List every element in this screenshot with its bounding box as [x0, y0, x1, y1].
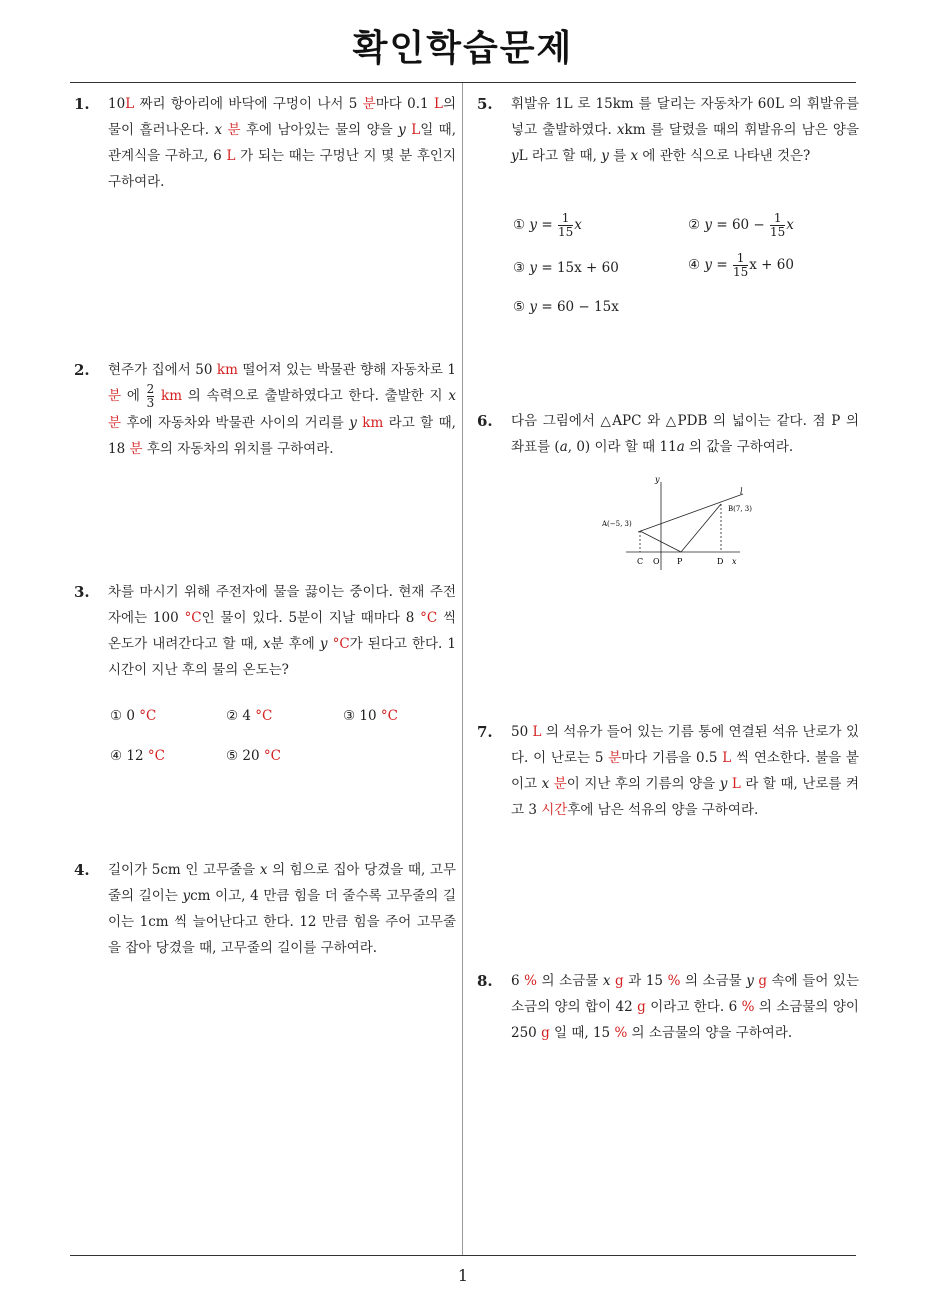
variable: x: [448, 388, 456, 404]
label-a: A(−5, 3): [602, 520, 632, 528]
unit: °C: [184, 610, 202, 626]
problem-text: 길이가 5cm 인 고무줄을 x 의 힘으로 집아 당겼을 때, 고무줄의 길이는 ycm 이고, 4 만큼 힘을 더 줄수록 고무줄의 길이는 1cm 씩 늘어난다고 한다. 12 만큼 힘을 주어 고무줄을 잡아 당겼을 때, 고무줄의 길이를 구하여라.: [108, 862, 457, 956]
unit: 분: [108, 415, 122, 431]
bottom-rule: [70, 1255, 856, 1256]
variable: y: [601, 148, 609, 164]
unit: L: [405, 122, 421, 138]
unit: km: [155, 388, 183, 404]
unit: °C: [420, 610, 438, 626]
unit: g: [637, 999, 646, 1015]
unit: L: [722, 750, 732, 766]
label-l: l: [740, 487, 743, 496]
problem-number: 5.: [477, 95, 493, 113]
problem-text: 현주가 집에서 50 km 떨어져 있는 박물관 향해 자동차로 1 분 에 $\frac{2}{3}$ km 의 속력으로 출발하였다고 한다. 출발한 지 x 분 후에 자동차와 박물관 사이의 거리를 y km 라고 할 때, 18 분 후의 자동차의 위치를 구하여라.: [108, 362, 456, 457]
variable: a: [676, 439, 685, 455]
unit: %: [614, 1025, 628, 1041]
variable: x: [602, 973, 611, 989]
variable: x: [630, 148, 639, 164]
variable: y: [349, 415, 357, 431]
unit: 분: [108, 388, 122, 404]
unit: 분: [549, 776, 567, 792]
label-y: y: [655, 475, 660, 484]
variable: y: [182, 888, 191, 904]
problem-number: 6.: [477, 412, 493, 430]
problem-3-choices: [110, 708, 460, 768]
variable: x: [541, 776, 550, 792]
problem-5-choices: [513, 212, 853, 322]
unit: %: [741, 999, 755, 1015]
unit: 시간: [541, 802, 568, 818]
problem-number: 2.: [74, 361, 90, 379]
choice-4[interactable]: ④ 12 °C: [110, 748, 165, 764]
unit: %: [524, 973, 537, 989]
label-d: D: [717, 557, 724, 566]
coordinate-diagram: [598, 472, 752, 572]
variable: y: [719, 776, 728, 792]
choice-2[interactable]: ② y = 60 − $\frac{1}{15}$ x: [688, 211, 794, 239]
unit: km: [216, 362, 238, 378]
unit: L: [226, 148, 236, 164]
problem-text: 50 L 의 석유가 들어 있는 기름 통에 연결된 석유 난로가 있다. 이 난로는 5 분마다 기름을 0.5 L 씩 연소한다. 불을 붙이고 x 분이 지난 후의 기름의 양을 y L 라 할 때, 난로를 켜고 3 시간후에 남은 석유의 양을 구하여라.: [511, 724, 859, 818]
choice-5[interactable]: ⑤ 20 °C: [226, 748, 281, 764]
unit: 분: [129, 441, 143, 457]
variable: y: [746, 973, 754, 989]
problem-text: 휘발유 1L 로 15km 를 달리는 자동차가 60L 의 휘발유를 넣고 출발하였다. xkm 를 달렸을 때의 휘발유의 남은 양을 yL 라고 할 때, y 를 x 에 관한 식으로 나타낸 것은?: [511, 96, 859, 164]
unit: 분: [362, 96, 376, 112]
problem-number: 4.: [74, 861, 90, 879]
choice-5[interactable]: ⑤ y = 60 − 15x: [513, 299, 619, 315]
unit: L: [433, 96, 443, 112]
unit: L: [125, 96, 135, 112]
top-rule: [70, 82, 856, 83]
unit: g: [541, 1025, 550, 1041]
unit: L: [727, 776, 741, 792]
problem-number: 8.: [477, 972, 493, 990]
label-c: C: [637, 557, 644, 566]
fraction: $\frac{2}{3}$: [146, 382, 155, 410]
unit: 분: [222, 122, 241, 138]
variable: y: [398, 122, 406, 138]
label-p: P: [677, 557, 683, 566]
choice-3[interactable]: ③ 10 °C: [343, 708, 398, 724]
choice-2[interactable]: ② 4 °C: [226, 708, 273, 724]
fraction: $\frac{1}{15}$: [557, 211, 574, 239]
problem-text: 차를 마시기 위해 주전자에 물을 끓이는 중이다. 현재 주전자에는 100 °C인 물이 있다. 5분이 지날 때마다 8 °C 씩 온도가 내려간다고 할 때, x분 후에 y °C가 된다고 한다. 1 시간이 지난 후의 물의 온도는?: [108, 584, 457, 678]
variable: x: [262, 636, 271, 652]
page-title: 확인학습문제: [352, 28, 574, 69]
segment-ap: [640, 531, 681, 552]
unit: %: [667, 973, 681, 989]
problem-text: 10L 짜리 항아리에 바닥에 구멍이 나서 5 분마다 0.1 L의 물이 흘러나온다. x 분 후에 남아있는 물의 양을 y L일 때, 관계식을 구하고, 6 L 가 되는 때는 구멍난 지 몇 분 후인지 구하여라.: [108, 96, 457, 190]
variable: x: [616, 122, 625, 138]
fraction: $\frac{1}{15}$: [732, 251, 749, 279]
problem-text: 6 % 의 소금물 x g 과 15 % 의 소금물 y g 속에 들어 있는 소금의 양의 합이 42 g 이라고 한다. 6 % 의 소금물의 양이 250 g 일 때, 15 % 의 소금물의 양을 구하여라.: [511, 973, 859, 1041]
variable: y: [319, 636, 328, 652]
variable: y: [511, 148, 519, 164]
fraction: $\frac{1}{15}$: [770, 211, 786, 239]
label-x: x: [732, 557, 737, 566]
unit: km: [356, 415, 384, 431]
problem-text: 다음 그림에서 △APC 와 △PDB 의 넓이는 같다. 점 P 의 좌표를 (a, 0) 이라 할 때 11a 의 값을 구하여라.: [511, 413, 859, 455]
unit: °C: [327, 636, 350, 652]
unit: L: [532, 724, 542, 740]
problem-number: 1.: [74, 95, 90, 113]
choice-1[interactable]: ① y = $\frac{1}{15}$ x: [513, 211, 582, 239]
column-divider: [462, 83, 463, 1255]
segment-pb: [681, 504, 721, 552]
unit: g: [610, 973, 624, 989]
variable: a: [559, 439, 568, 455]
choice-4[interactable]: ④ y = $\frac{1}{15}$ x + 60: [688, 251, 794, 279]
unit: 분: [608, 750, 622, 766]
label-b: B(7, 3): [728, 505, 752, 513]
problem-number: 3.: [74, 583, 90, 601]
page-number: 1: [457, 1266, 469, 1285]
variable: x: [214, 122, 223, 138]
label-o: O: [653, 557, 660, 566]
problem-number: 7.: [477, 723, 493, 741]
choice-3[interactable]: ③ y = 15x + 60: [513, 260, 619, 276]
line-l: [638, 494, 743, 532]
unit: g: [753, 973, 768, 989]
variable: x: [259, 862, 268, 878]
choice-1[interactable]: ① 0 °C: [110, 708, 157, 724]
